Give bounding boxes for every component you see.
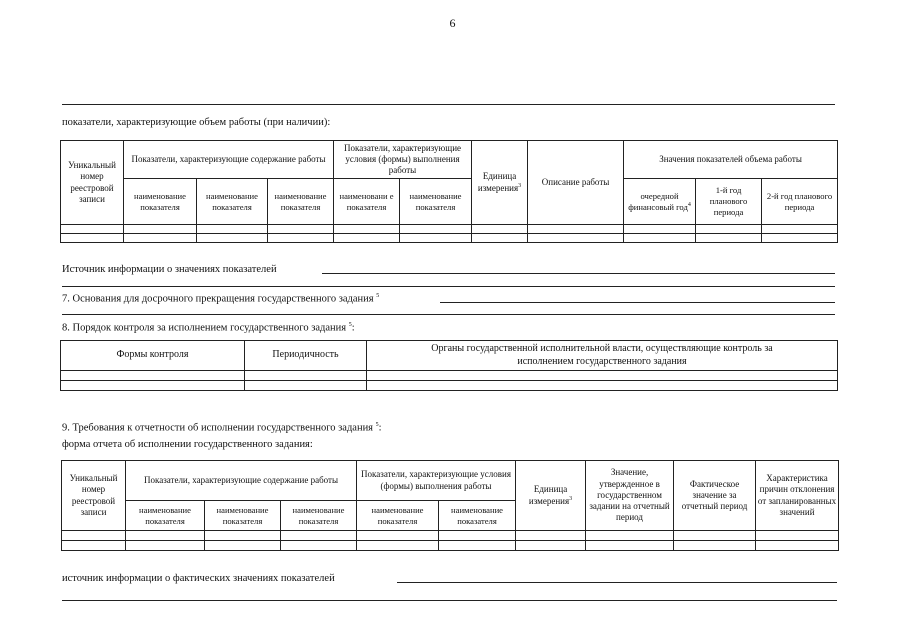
volume-table (60, 140, 838, 243)
header-name-3: наименование показателя (281, 501, 357, 531)
header-deviation: Характеристика причин отклонения от запланированных значений (756, 461, 839, 531)
header-approved: Значение, утвержденное в государственном задании на отчетный период (586, 461, 674, 531)
header-conditions: Показатели, характеризующие условия (формы) выполнения работы (357, 461, 516, 501)
item7-heading: 7. Основания для досрочного прекращения государственного задания $^5$ (62, 293, 380, 305)
divider (62, 286, 835, 287)
header-unit: Единица измерения$^3$ (472, 141, 528, 225)
header-name-2: наименование показателя (197, 179, 268, 225)
table-row (62, 541, 839, 551)
header-description: Описание работы (528, 141, 624, 225)
report-table (61, 460, 839, 551)
header-year-1: 1-й год планового периода (696, 179, 762, 225)
header-name-4: наименовани е показателя (334, 179, 400, 225)
header-year-2: 2-й год планового периода (762, 179, 838, 225)
header-unit: Единица измерения$^3$ (516, 461, 586, 531)
header-year-current: очередной финансовый год$^4$ (624, 179, 696, 225)
item9-heading: 9. Требования к отчетности об исполнении государственного задания $^5$: (62, 422, 382, 434)
header-unique-number: Уникальный номер реестровой записи (62, 461, 126, 531)
table-row (62, 531, 839, 541)
page-number: 6 (449, 16, 456, 30)
header-periodicity: Периодичность (245, 341, 367, 371)
report-form-caption: форма отчета об исполнении государственного задания: (62, 439, 313, 450)
source-info-label: Источник информации о значениях показателей (62, 264, 277, 275)
header-name-4: наименование показателя (357, 501, 439, 531)
footnote-mark: 4 (687, 201, 691, 208)
footnote-mark: 5 (348, 322, 352, 328)
header-content: Показатели, характеризующие содержание работы (126, 461, 357, 501)
header-actual: Фактическое значение за отчетный период (674, 461, 756, 531)
actual-source-label: источник информации о фактических значениях показателей (62, 573, 335, 584)
header-name-2: наименование показателя (205, 501, 281, 531)
header-bodies: Органы государственной исполнительной власти, осуществляющие контроль за исполнением государственного задания (367, 341, 838, 371)
item7-line (440, 302, 835, 303)
table-row (61, 371, 838, 381)
table-row (61, 381, 838, 391)
footnote-mark: 3 (518, 182, 522, 189)
volume-caption: показатели, характеризующие объем работы (при наличии): (62, 117, 331, 128)
header-name-3: наименование показателя (268, 179, 334, 225)
header-forms: Формы контроля (61, 341, 245, 371)
header-unique-number: Уникальный номер реестровой записи (61, 141, 124, 225)
header-name-5: наименование показателя (439, 501, 516, 531)
table-row (61, 234, 838, 243)
header-conditions: Показатели, характеризующие условия (формы) выполнения работы (334, 141, 472, 179)
item8-heading: 8. Порядок контроля за исполнением государственного задания $^5$: (62, 322, 355, 334)
divider (62, 314, 835, 315)
control-table (60, 340, 838, 391)
actual-source-line (397, 582, 837, 583)
table-row (61, 225, 838, 234)
footnote-mark: 5 (375, 422, 379, 428)
header-name-1: наименование показателя (124, 179, 197, 225)
footnote-mark: 3 (569, 495, 573, 502)
header-content: Показатели, характеризующие содержание работы (124, 141, 334, 179)
top-rule (62, 104, 835, 105)
header-values: Значения показателей объема работы (624, 141, 838, 179)
footnote-mark: 5 (376, 293, 380, 299)
source-info-line (322, 273, 835, 274)
divider (62, 600, 837, 601)
header-name-5: наименование показателя (400, 179, 472, 225)
header-name-1: наименование показателя (126, 501, 205, 531)
